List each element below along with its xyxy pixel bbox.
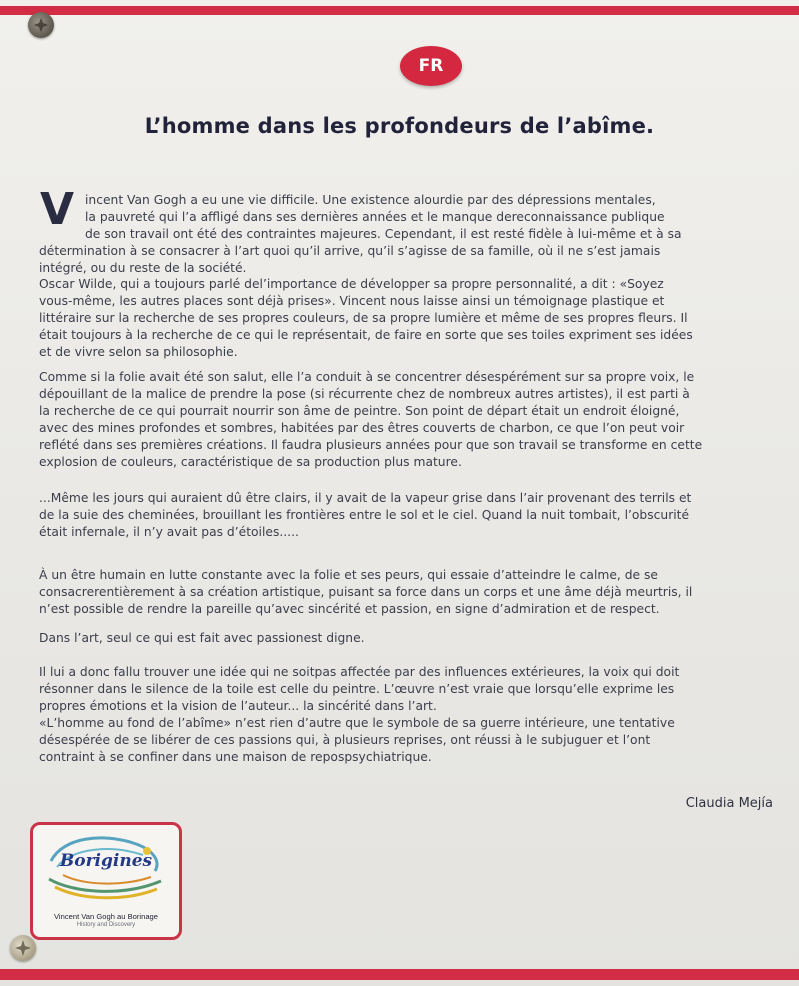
text-line: Oscar Wilde, qui a toujours parlé del’importance de développer sa propre personnalité, a dit : «Soyez [39, 277, 664, 291]
text-line: la recherche de ce qui pourrait nourrir son âme de peintre. Son point de départ était un endroit éloigné, [39, 404, 680, 418]
drop-cap: V [40, 184, 75, 235]
text-line: littéraire sur la recherche de ses propres couleurs, de sa propre lumière et même de ses propres fleurs. Il [39, 311, 688, 325]
logo-tagline: History and Discovery [76, 922, 136, 928]
paragraph-6 [39, 630, 775, 647]
text-line: Comme si la folie avait été son salut, elle l’a conduit à se concentrer désespérément sur sa propre voix, le [39, 370, 695, 384]
text-line: reflété dans ses premières créations. Il faudra plusieurs années pour que son travail se transforme en cette [39, 438, 703, 452]
text-line: de son travail ont été des contraintes majeures. Cependant, il est resté fidèle à lui-même et à sa [85, 227, 682, 241]
page-title: L’homme dans les profondeurs de l’abîme. [144, 114, 655, 138]
text-line: «L’homme au fond de l’abîme» n’est rien d’autre que le symbole de sa guerre intérieure, une tentative [39, 716, 675, 730]
author-signature: Claudia Mejía [685, 796, 773, 811]
paragraph-4 [39, 490, 775, 541]
text-line: détermination à se consacrer à l’art quoi qu’il arrive, qu’il s’agisse de sa famille, où il ne s’est jamais [39, 244, 661, 258]
text-line: de la suie des cheminées, brouillant les frontières entre le sol et le ciel. Quand la nuit tombait, l’obscurité [39, 508, 690, 522]
paragraph-5 [39, 567, 775, 618]
text-line: intégré, ou du reste de la société. [39, 261, 247, 275]
text-line: résonner dans le silence de la toile est celle du peintre. L’œuvre n’est vraie que lorsqu’elle exprime les [39, 682, 675, 696]
text-line: contraint à se confiner dans une maison de repospsychiatrique. [39, 750, 432, 764]
text-line: était toujours à la recherche de ce qui le représentait, de faire en sorte que ses toiles expriment ses idées [39, 328, 693, 342]
text-line: incent Van Gogh a eu une vie difficile. Une existence alourdie par des dépressions mentales, [85, 193, 656, 207]
text-line: explosion de couleurs, caractéristique de sa production plus mature. [39, 455, 462, 469]
bottom-red-stripe [0, 969, 799, 980]
text-line: avec des mines profondes et sombres, habitées par des êtres couverts de charbon, ce que l’on peut voir [39, 421, 685, 435]
text-line: dépouillant de la malice de prendre la pose (si récurrente chez de nombreux autres artistes), il est parti à [39, 387, 690, 401]
screw-icon [10, 935, 36, 961]
text-line: ...Même les jours qui auraient dû être clairs, il y avait de la vapeur grise dans l’air provenant des terrils et [39, 491, 692, 505]
screw-icon [28, 12, 54, 38]
top-red-stripe [0, 6, 799, 15]
logo-subtitle: Vincent Van Gogh au Borinage [54, 912, 158, 921]
text-line: propres émotions et la vision de l’auteur... la sincérité dans l’art. [39, 699, 437, 713]
text-line: et de vivre selon sa philosophie. [39, 345, 238, 359]
text-line: À un être humain en lutte constante avec la folie et ses peurs, qui essaie d’atteindre le calme, de se [39, 568, 658, 582]
text-line: consacrerentièrement à sa création artistique, puisant sa force dans un corps et une âme déjà meurtris, il [39, 585, 693, 599]
logo-wordmark: Borigines [59, 851, 153, 871]
borigines-logo [30, 822, 182, 940]
paragraph-3 [39, 369, 775, 471]
text-line: désespérée de se libérer de ces passions qui, à plusieurs reprises, ont réussi à le subjuguer et l’ont [39, 733, 651, 747]
text-line: Il lui a donc fallu trouver une idée qui ne soitpas affectée par des influences extérieures, la voix qui doit [39, 665, 680, 679]
language-badge: FR [400, 46, 462, 86]
text-line: n’est possible de rendre la pareille qu’avec sincérité et passion, en signe d’admiration et de respect. [39, 602, 660, 616]
paragraph-1 [39, 192, 775, 277]
text-line: la pauvreté qui l’a affligé dans ses dernières années et le manque dereconnaissance publique [85, 210, 665, 224]
text-line: était infernale, il n’y avait pas d’étoiles..... [39, 525, 299, 539]
paragraph-7 [39, 664, 775, 766]
paragraph-2 [39, 276, 775, 361]
text-line: Dans l’art, seul ce qui est fait avec passionest digne. [39, 631, 365, 645]
text-line: vous-même, les autres places sont déjà prises». Vincent nous laisse ainsi un témoignage plastique et [39, 294, 665, 308]
